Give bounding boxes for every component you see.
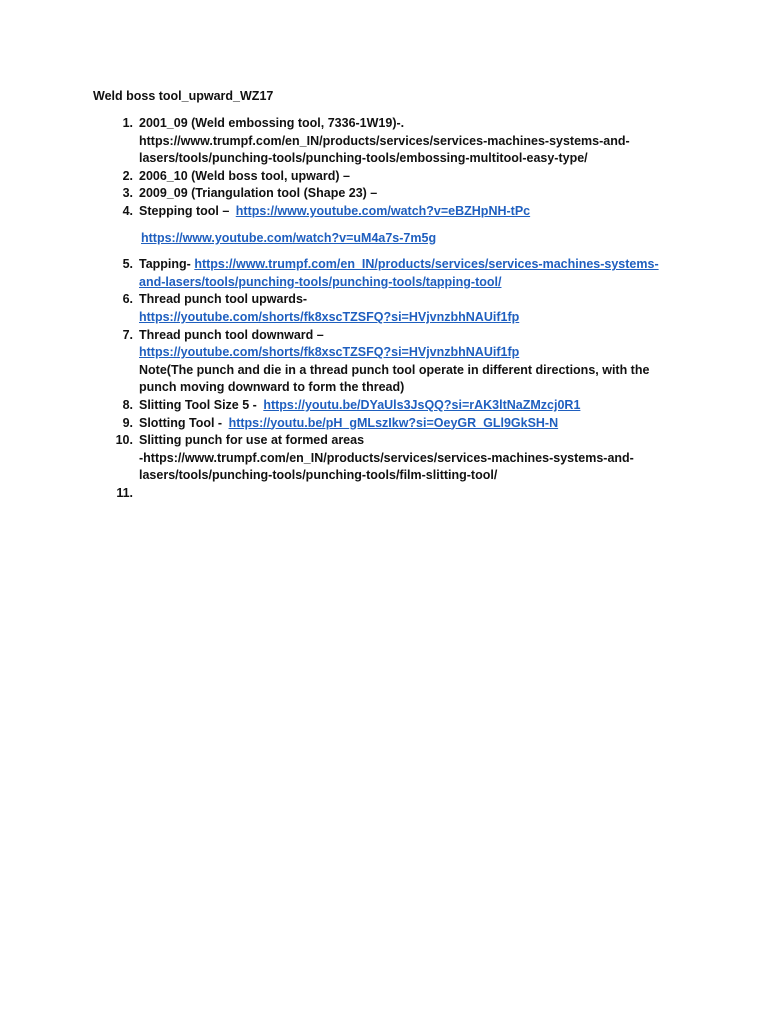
item-text: 2009_09 (Triangulation tool (Shape 23) – [139, 186, 378, 201]
item-note: Note(The punch and die in a thread punch tool operate in different directions, with the [139, 362, 650, 377]
numbered-list [0, 115, 768, 502]
list-item-6 [0, 291, 671, 326]
item-text: 2006_10 (Weld boss tool, upward) – [139, 168, 350, 183]
thread-punch-downward-link[interactable]: https://youtube.com/shorts/fk8xscTZSFQ?si=HVjvnzbhNAUif1fp [139, 345, 520, 360]
tapping-tool-link-cont[interactable]: and-lasers/tools/punching-tools/punching-tools/tapping-tool/ [139, 274, 502, 289]
list-item-3 [0, 185, 671, 203]
list-number: 5. [122, 257, 133, 272]
item-url-line: lasers/tools/punching-tools/punching-tools/film-slitting-tool/ [139, 468, 498, 483]
thread-punch-upwards-link[interactable]: https://youtube.com/shorts/fk8xscTZSFQ?si=HVjvnzbhNAUif1fp [139, 309, 520, 324]
stepping-tool-link-2[interactable]: https://www.youtube.com/watch?v=uM4a7s-7m5g [141, 230, 437, 245]
list-item-10 [0, 432, 671, 485]
list-item-1 [0, 115, 671, 168]
list-number: 3. [122, 186, 133, 201]
list-item-5 [0, 256, 671, 291]
list-number: 7. [122, 327, 133, 342]
item-note: punch moving downward to form the thread) [139, 380, 405, 395]
item-label: Slotting Tool - [139, 415, 223, 430]
list-item-7 [0, 327, 671, 397]
item-url-line: https://www.trumpf.com/en_IN/products/services/services-machines-systems-and- [139, 133, 630, 148]
list-item-11 [0, 485, 671, 503]
list-number: 2. [122, 168, 133, 183]
list-number: 9. [122, 415, 133, 430]
item-label: Tapping- [139, 257, 191, 272]
slotting-tool-link[interactable]: https://youtu.be/pH_gMLszIkw?si=OeyGR_GLl9GkSH-N [228, 415, 559, 430]
item-url-line: -https://www.trumpf.com/en_IN/products/services/services-machines-systems-and- [139, 450, 634, 465]
list-item-4 [0, 203, 671, 221]
item-label: Thread punch tool upwards- [139, 292, 308, 307]
item-label: Stepping tool – [139, 203, 230, 218]
list-number: 10. [115, 433, 133, 448]
item-url-line: lasers/tools/punching-tools/punching-tools/embossing-multitool-easy-type/ [139, 151, 588, 166]
list-item-2 [0, 168, 671, 186]
tapping-tool-link[interactable]: https://www.trumpf.com/en_IN/products/services/services-machines-systems- [194, 257, 659, 272]
slitting-tool-link[interactable]: https://youtu.be/DYaUls3JsQQ?si=rAK3ltNaZMzcj0R1 [263, 397, 581, 412]
document-title: Weld boss tool_upward_WZ17 [93, 89, 274, 103]
list-number: 6. [122, 292, 133, 307]
list-item-9 [0, 415, 671, 433]
item-label: Slitting Tool Size 5 - [139, 397, 257, 412]
list-number: 8. [122, 397, 133, 412]
stepping-tool-link[interactable]: https://www.youtube.com/watch?v=eBZHpNH-tPc [235, 203, 531, 218]
list-item-8 [0, 397, 671, 415]
list-number: 4. [122, 203, 133, 218]
item-text: Slitting punch for use at formed areas [139, 433, 365, 448]
list-number: 1. [122, 116, 133, 130]
item-text: 2001_09 (Weld embossing tool, 7336-1W19)-. [139, 116, 405, 130]
list-number: 11. [116, 485, 133, 500]
item-label: Thread punch tool downward – [139, 327, 324, 342]
item-text [139, 485, 671, 503]
